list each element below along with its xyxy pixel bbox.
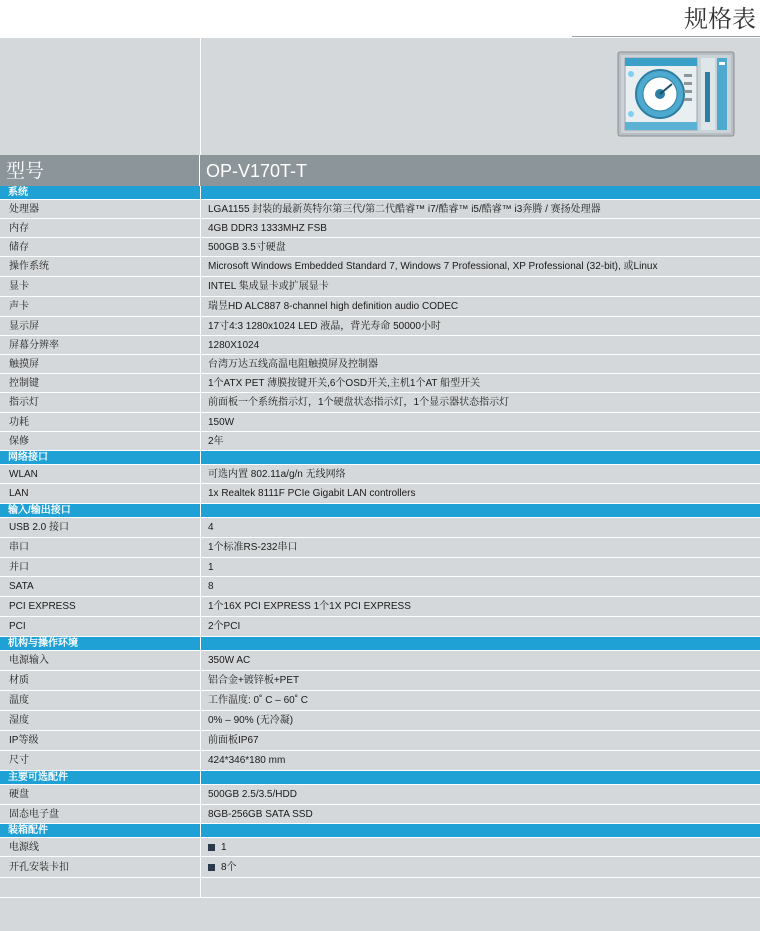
spec-value: 前面板IP67 bbox=[208, 735, 259, 746]
spec-row bbox=[0, 651, 760, 671]
spec-value: 2个PCI bbox=[208, 621, 241, 632]
spec-label: 功耗 bbox=[9, 416, 29, 428]
spec-label: 温度 bbox=[9, 695, 29, 706]
spec-label: 显示屏 bbox=[9, 320, 39, 332]
model-value: OP-V170T-T bbox=[206, 161, 308, 181]
title-divider bbox=[572, 36, 760, 37]
model-row bbox=[0, 155, 760, 186]
section-header bbox=[0, 504, 760, 518]
spec-row bbox=[0, 785, 760, 805]
spec-value: 1 bbox=[221, 841, 227, 853]
spec-label: 显卡 bbox=[9, 281, 29, 292]
spec-value: 1个16X PCI EXPRESS 1个1X PCI EXPRESS bbox=[208, 601, 411, 612]
spec-row bbox=[0, 597, 760, 617]
spec-value: 8GB-256GB SATA SSD bbox=[208, 808, 313, 820]
spec-value: 1 bbox=[208, 561, 214, 573]
spec-label: 声卡 bbox=[9, 301, 29, 312]
spec-row bbox=[0, 838, 760, 857]
spec-row bbox=[0, 200, 760, 219]
spec-value: Microsoft Windows Embedded Standard 7, Windows 7 Professional, XP Professional (32-bit), 或Linux bbox=[208, 261, 658, 272]
spec-label: 触摸屏 bbox=[9, 358, 39, 370]
spec-value: 台湾万达五线高温电阻触摸屏及控制器 bbox=[208, 358, 378, 370]
spec-row bbox=[0, 219, 760, 238]
spec-label: 材质 bbox=[9, 675, 29, 686]
spec-value: 500GB 3.5寸硬盘 bbox=[208, 241, 286, 253]
spec-row bbox=[0, 277, 760, 297]
spec-row bbox=[0, 538, 760, 558]
spec-label: 并口 bbox=[9, 561, 29, 573]
spec-row bbox=[0, 857, 760, 878]
spec-row bbox=[0, 238, 760, 257]
section-header bbox=[0, 637, 760, 651]
spec-label: 串口 bbox=[9, 542, 29, 553]
spec-value: 8个 bbox=[221, 861, 237, 873]
section-title: 系统 bbox=[8, 187, 28, 198]
section-header bbox=[0, 186, 760, 200]
spec-label: 屏幕分辨率 bbox=[9, 339, 59, 351]
spec-value: 1280X1024 bbox=[208, 339, 260, 351]
spec-value: 500GB 2.5/3.5/HDD bbox=[208, 789, 297, 800]
spec-row bbox=[0, 355, 760, 374]
spec-label: SATA bbox=[9, 581, 34, 592]
spec-row bbox=[0, 465, 760, 484]
spec-value: 8 bbox=[208, 581, 214, 592]
product-photo bbox=[617, 48, 735, 138]
section-title: 机构与操作环境 bbox=[8, 638, 78, 649]
spec-row bbox=[0, 558, 760, 577]
section-title: 输入/输出接口 bbox=[8, 505, 71, 516]
spec-label: PCI EXPRESS bbox=[9, 601, 76, 612]
spec-row bbox=[0, 617, 760, 637]
spec-row bbox=[0, 518, 760, 538]
bullet-square-icon bbox=[208, 864, 215, 871]
spec-table bbox=[0, 186, 760, 898]
spec-row bbox=[0, 711, 760, 731]
spec-row bbox=[0, 297, 760, 317]
spec-label: 操作系统 bbox=[9, 261, 49, 272]
bullet-square-icon bbox=[208, 844, 215, 851]
spec-label: 开孔安装卡扣 bbox=[9, 861, 69, 873]
spec-label: 湿度 bbox=[9, 715, 29, 726]
section-title: 主要可选配件 bbox=[8, 772, 68, 783]
spec-label: USB 2.0 接口 bbox=[9, 522, 70, 533]
spec-label: 电源线 bbox=[9, 841, 39, 853]
spec-value: 可选内置 802.11a/g/n 无线网络 bbox=[208, 468, 346, 480]
spec-label: 储存 bbox=[9, 241, 29, 253]
spec-row bbox=[0, 731, 760, 751]
hero-section bbox=[0, 38, 760, 155]
spec-row bbox=[0, 432, 760, 451]
spec-label: 电源输入 bbox=[9, 655, 49, 666]
spec-value: 17寸4:3 1280x1024 LED 液晶，背光寿命 50000小时 bbox=[208, 320, 441, 332]
spec-value: 前面板一个系统指示灯，1个硬盘状态指示灯，1个显示器状态指示灯 bbox=[208, 397, 510, 408]
section-header bbox=[0, 771, 760, 785]
spec-row bbox=[0, 671, 760, 691]
section-header bbox=[0, 451, 760, 465]
spec-label: IP等级 bbox=[9, 735, 39, 746]
spec-value: LGA1155 封装的最新英特尔第三代/第二代酷睿™ i7/酷睿™ i5/酷睿™ i3奔腾 / 赛扬处理器 bbox=[208, 203, 601, 215]
section-title: 网络接口 bbox=[8, 452, 48, 463]
spec-value: 瑞昱HD ALC887 8-channel high definition audio CODEC bbox=[208, 301, 459, 312]
spec-label: LAN bbox=[9, 488, 29, 499]
spec-label: 尺寸 bbox=[9, 755, 29, 766]
spec-label: WLAN bbox=[9, 468, 38, 480]
spec-row bbox=[0, 805, 760, 824]
spec-row bbox=[0, 336, 760, 355]
spec-label: 指示灯 bbox=[9, 397, 39, 408]
spec-row bbox=[0, 413, 760, 432]
spec-value: 铝合金+镀锌板+PET bbox=[208, 675, 300, 686]
model-label: 型号 bbox=[6, 160, 45, 182]
spec-row bbox=[0, 751, 760, 771]
section-header bbox=[0, 824, 760, 838]
spec-value: 150W bbox=[208, 416, 235, 428]
spec-label: PCI bbox=[9, 621, 26, 632]
spec-value: INTEL 集成显卡或扩展显卡 bbox=[208, 281, 329, 292]
spec-value: 2年 bbox=[208, 435, 224, 447]
spec-value: 4 bbox=[208, 522, 214, 533]
spec-value: 350W AC bbox=[208, 655, 251, 666]
spec-value: 1个标准RS-232串口 bbox=[208, 542, 298, 553]
spec-value: 0% – 90% (无冷凝) bbox=[208, 715, 294, 726]
spec-row bbox=[0, 317, 760, 336]
spec-row bbox=[0, 484, 760, 504]
spec-value: 工作温度: 0˚ C – 60˚ C bbox=[208, 695, 309, 706]
spec-label: 硬盘 bbox=[9, 789, 29, 800]
spec-label: 固态电子盘 bbox=[9, 808, 59, 820]
section-title: 装箱配件 bbox=[8, 825, 48, 836]
spec-row bbox=[0, 393, 760, 413]
spec-value: 1个ATX PET 薄膜按键开关,6个OSD开关,主机1个AT 船型开关 bbox=[208, 377, 481, 389]
spec-label: 控制键 bbox=[9, 377, 39, 389]
spec-value: 4GB DDR3 1333MHZ FSB bbox=[208, 222, 327, 234]
spec-row bbox=[0, 878, 760, 898]
spec-label: 处理器 bbox=[9, 203, 39, 215]
spec-value: 1x Realtek 8111F PCIe Gigabit LAN controllers bbox=[208, 488, 416, 499]
spec-value: 424*346*180 mm bbox=[208, 755, 286, 766]
spec-label bbox=[0, 878, 199, 897]
spec-label: 保修 bbox=[9, 435, 29, 447]
spec-row bbox=[0, 257, 760, 277]
spec-row bbox=[0, 374, 760, 393]
spec-label: 内存 bbox=[9, 222, 29, 234]
spec-row bbox=[0, 577, 760, 597]
spec-row bbox=[0, 691, 760, 711]
page-title: 规格表 bbox=[684, 5, 756, 33]
